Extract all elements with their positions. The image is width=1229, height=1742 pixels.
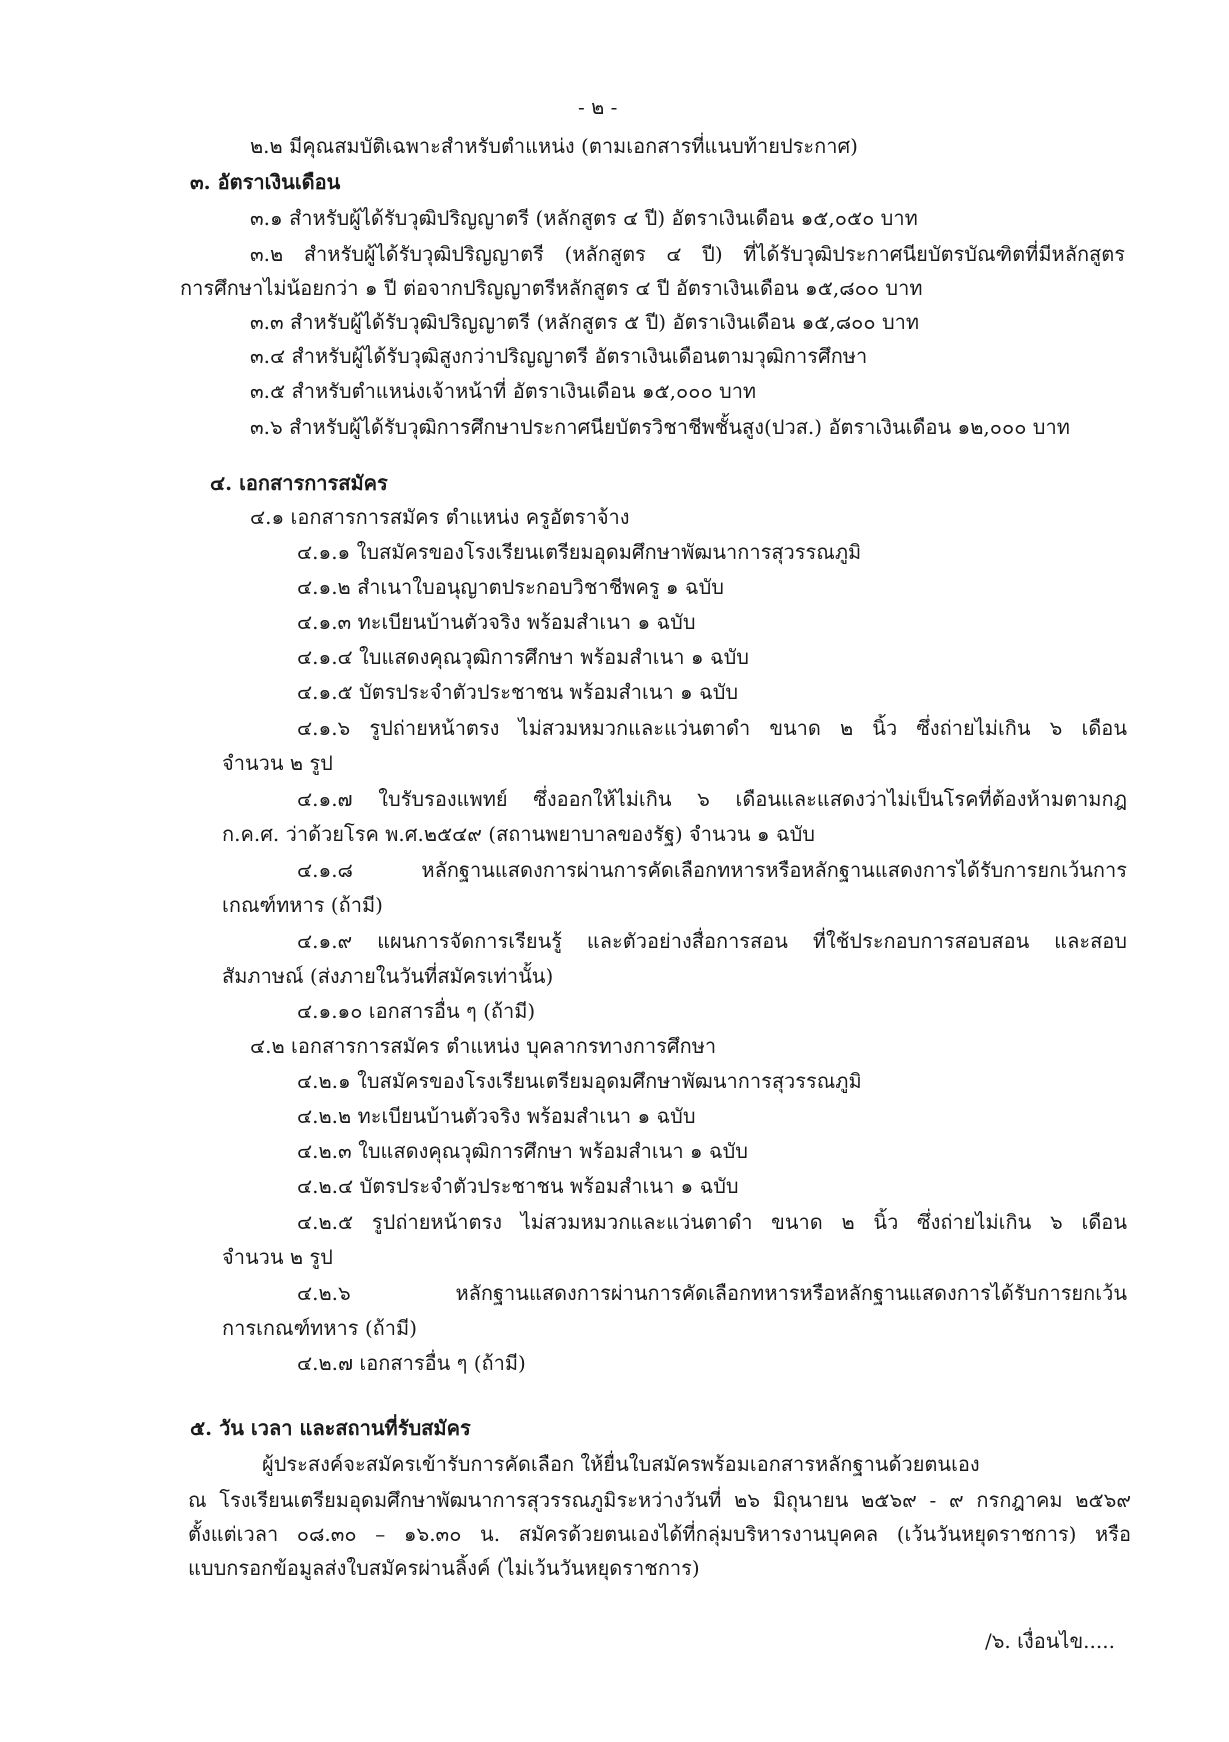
clause-4-1-6-line1: ๔.๑.๖ รูปถ่ายหน้าตรง ไม่สวมหมวกและแว่นตาดำ ขนาด ๒ นิ้ว ซึ่งถ่ายไม่เกิน ๖ เดือน (297, 716, 1127, 740)
page-number: - ๒ - (578, 95, 618, 119)
clause-3-1: ๓.๑ สำหรับผู้ได้รับวุฒิปริญญาตรี (หลักสูตร ๔ ปี) อัตราเงินเดือน ๑๕,๐๕๐ บาท (250, 206, 918, 230)
clause-3-4: ๓.๔ สำหรับผู้ได้รับวุฒิสูงกว่าปริญญาตรี อัตราเงินเดือนตามวุฒิการศึกษา (250, 344, 868, 368)
section-5-paragraph-line1: ผู้ประสงค์จะสมัครเข้ารับการคัดเลือก ให้ยื่นใบสมัครพร้อมเอกสารหลักฐานด้วยตนเอง (262, 1452, 980, 1476)
clause-4-1-3: ๔.๑.๓ ทะเบียนบ้านตัวจริง พร้อมสำเนา ๑ ฉบับ (297, 610, 696, 634)
section-5-paragraph-line3: ตั้งแต่เวลา ๐๘.๓๐ – ๑๖.๓๐ น. สมัครด้วยตนเองได้ที่กลุ่มบริหารงานบุคคล (เว้นวันหยุดราชการ) หรือ (188, 1522, 1131, 1546)
clause-4-2: ๔.๒ เอกสารการสมัคร ตำแหน่ง บุคลากรทางการศึกษา (250, 1034, 717, 1058)
clause-4-1: ๔.๑ เอกสารการสมัคร ตำแหน่ง ครูอัตราจ้าง (250, 505, 630, 529)
clause-4-1-6-line2: จำนวน ๒ รูป (222, 751, 333, 775)
clause-4-1-9-line1: ๔.๑.๙ แผนการจัดการเรียนรู้ และตัวอย่างสื่อการสอน ที่ใช้ประกอบการสอบสอน และสอบ (297, 929, 1127, 953)
clause-4-2-5-line2: จำนวน ๒ รูป (222, 1245, 333, 1269)
section-5-paragraph-line4: แบบกรอกข้อมูลส่งใบสมัครผ่านลิ้งค์ (ไม่เว้นวันหยุดราชการ) (188, 1556, 700, 1580)
section-3-heading: ๓. อัตราเงินเดือน (190, 170, 341, 194)
clause-4-1-8-line2: เกณฑ์ทหาร (ถ้ามี) (222, 893, 383, 917)
clause-4-1-7-line2: ก.ค.ศ. ว่าด้วยโรค พ.ศ.๒๕๔๙ (สถานพยาบาลของรัฐ) จำนวน ๑ ฉบับ (222, 822, 815, 846)
clause-3-6: ๓.๖ สำหรับผู้ได้รับวุฒิการศึกษาประกาศนียบัตรวิชาชีพชั้นสูง(ปวส.) อัตราเงินเดือน ๑๒,๐๐๐ บาท (250, 415, 1070, 439)
clause-4-1-8-line1: ๔.๑.๘ หลักฐานแสดงการผ่านการคัดเลือกทหารหรือหลักฐานแสดงการได้รับการยกเว้นการ (297, 858, 1127, 882)
clause-4-2-7: ๔.๒.๗ เอกสารอื่น ๆ (ถ้ามี) (297, 1351, 526, 1375)
clause-4-2-1: ๔.๒.๑ ใบสมัครของโรงเรียนเตรียมอุดมศึกษาพัฒนาการสุวรรณภูมิ (297, 1069, 862, 1093)
section-4-heading: ๔. เอกสารการสมัคร (210, 471, 388, 495)
clause-4-1-4: ๔.๑.๔ ใบแสดงคุณวุฒิการศึกษา พร้อมสำเนา ๑ ฉบับ (297, 645, 749, 669)
clause-4-2-3: ๔.๒.๓ ใบแสดงคุณวุฒิการศึกษา พร้อมสำเนา ๑ ฉบับ (297, 1139, 748, 1163)
clause-4-2-4: ๔.๒.๔ บัตรประจำตัวประชาชน พร้อมสำเนา ๑ ฉบับ (297, 1174, 739, 1198)
clause-4-2-6-line1: ๔.๒.๖ หลักฐานแสดงการผ่านการคัดเลือกทหารหรือหลักฐานแสดงการได้รับการยกเว้น (297, 1281, 1127, 1305)
clause-4-1-9-line2: สัมภาษณ์ (ส่งภายในวันที่สมัครเท่านั้น) (222, 964, 554, 988)
clause-2-2: ๒.๒ มีคุณสมบัติเฉพาะสำหรับตำแหน่ง (ตามเอกสารที่แนบท้ายประกาศ) (250, 134, 858, 158)
continuation-note: /๖. เงื่อนไข..... (985, 1629, 1115, 1653)
clause-4-2-6-line2: การเกณฑ์ทหาร (ถ้ามี) (222, 1316, 418, 1340)
clause-3-5: ๓.๕ สำหรับตำแหน่งเจ้าหน้าที่ อัตราเงินเดือน ๑๕,๐๐๐ บาท (250, 379, 757, 403)
clause-4-1-2: ๔.๑.๒ สำเนาใบอนุญาตประกอบวิชาชีพครู ๑ ฉบับ (297, 575, 725, 599)
clause-3-3: ๓.๓ สำหรับผู้ได้รับวุฒิปริญญาตรี (หลักสูตร ๕ ปี) อัตราเงินเดือน ๑๕,๘๐๐ บาท (250, 310, 920, 334)
section-5-heading: ๕. วัน เวลา และสถานที่รับสมัคร (190, 1416, 471, 1440)
clause-4-1-7-line1: ๔.๑.๗ ใบรับรองแพทย์ ซึ่งออกให้ไม่เกิน ๖ เดือนและแสดงว่าไม่เป็นโรคที่ต้องห้ามตามกฎ (297, 787, 1127, 811)
clause-4-1-10: ๔.๑.๑๐ เอกสารอื่น ๆ (ถ้ามี) (297, 999, 536, 1023)
clause-4-1-1: ๔.๑.๑ ใบสมัครของโรงเรียนเตรียมอุดมศึกษาพัฒนาการสุวรรณภูมิ (297, 540, 862, 564)
clause-3-2-line2: การศึกษาไม่น้อยกว่า ๑ ปี ต่อจากปริญญาตรีหลักสูตร ๔ ปี อัตราเงินเดือน ๑๕,๘๐๐ บาท (180, 276, 923, 300)
clause-4-1-5: ๔.๑.๕ บัตรประจำตัวประชาชน พร้อมสำเนา ๑ ฉบับ (297, 680, 739, 704)
clause-3-2-line1: ๓.๒ สำหรับผู้ได้รับวุฒิปริญญาตรี (หลักสูตร ๔ ปี) ที่ได้รับวุฒิประกาศนียบัตรบัณฑิตที่มีหลักสูตร (250, 242, 1125, 266)
clause-4-2-5-line1: ๔.๒.๕ รูปถ่ายหน้าตรง ไม่สวมหมวกและแว่นตาดำ ขนาด ๒ นิ้ว ซึ่งถ่ายไม่เกิน ๖ เดือน (297, 1210, 1127, 1234)
clause-4-2-2: ๔.๒.๒ ทะเบียนบ้านตัวจริง พร้อมสำเนา ๑ ฉบับ (297, 1104, 696, 1128)
section-5-paragraph-line2: ณ โรงเรียนเตรียมอุดมศึกษาพัฒนาการสุวรรณภูมิระหว่างวันที่ ๒๖ มิถุนายน ๒๕๖๙ - ๙ กรกฎาคม ๒๕๖๙ (188, 1488, 1131, 1512)
